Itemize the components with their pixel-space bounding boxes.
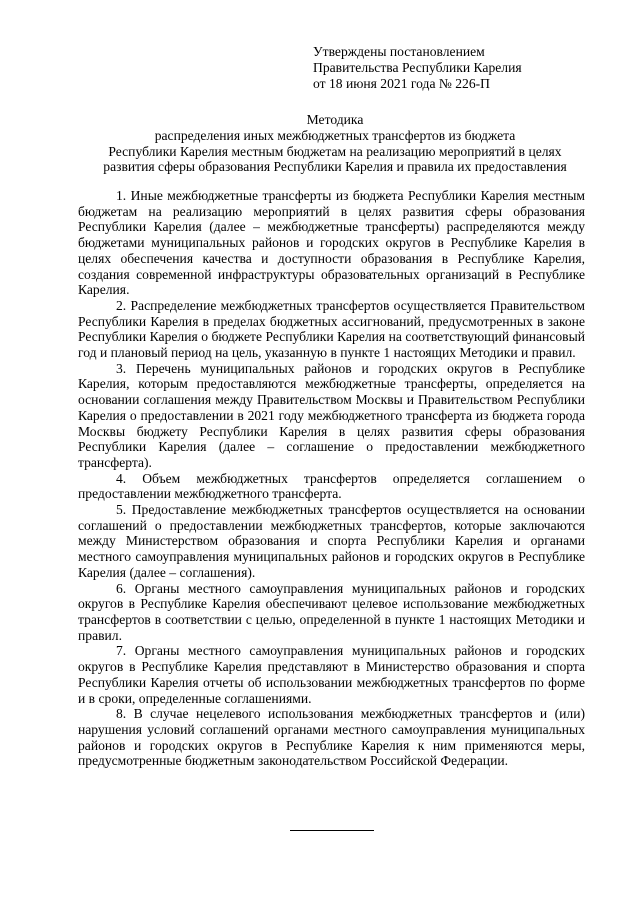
title-line: Республики Карелия местным бюджетам на реализацию мероприятий в целях	[108, 143, 562, 159]
approval-line: от 18 июня 2021 года № 226-П	[313, 76, 490, 91]
end-divider	[290, 830, 374, 831]
paragraph: 3. Перечень муниципальных районов и городских округов в Республике Карелия, которым предоставляются межбюджетные трансферты, определяется на основании соглашения между Правительством Москвы и Правительством Республики Карелия о предоставлении в 2021 году межбюджетного трансферта из бюджета города Москвы бюджету Республики Карелия в целях развития сферы образования Республики Карелия (далее – соглашение о предоставлении межбюджетного трансферта).	[78, 360, 585, 470]
approval-stamp	[313, 44, 613, 92]
paragraph: 8. В случае нецелевого использования межбюджетных трансфертов и (или) нарушения условий соглашений органами местного самоуправления муниципальных районов и городских округов в Республике Карелия к ним применяются меры, предусмотренные бюджетным законодательством Российской Федерации.	[78, 706, 585, 769]
paragraph: 5. Предоставление межбюджетных трансфертов осуществляется на основании соглашений о предоставлении межбюджетных трансфертов, которые заключаются между Министерством образования и спорта Республики Карелия и органами местного самоуправления муниципальных районов и городских округов в Республике Карелия (далее – соглашения).	[78, 502, 585, 580]
paragraph: 7. Органы местного самоуправления муниципальных районов и городских округов в Республике Карелия представляют в Министерство образования и спорта Республики Карелия отчеты об использовании межбюджетных трансфертов по форме и в сроки, определенные соглашениями.	[78, 643, 585, 706]
title-line: распределения иных межбюджетных трансфертов из бюджета	[154, 127, 516, 143]
title-line: развития сферы образования Республики Карелия и правила их предоставления	[103, 159, 567, 175]
approval-line: Утверждены постановлением	[313, 44, 485, 59]
document-body	[78, 188, 585, 769]
paragraph: 2. Распределение межбюджетных трансфертов осуществляется Правительством Республики Карелия в пределах бюджетных ассигнований, предусмотренных в законе Республики Карелия о бюджете Республики Карелия на соответствующий финансовый год и плановый период на цель, указанную в пункте 1 настоящих Методики и правил.	[78, 297, 585, 361]
paragraph: 1. Иные межбюджетные трансферты из бюджета Республики Карелия местным бюджетам на реализацию мероприятий в целях развития сферы образования Республики Карелия (далее – межбюджетные трансферты) распределяются между бюджетами муниципальных районов и городских округов в Республике Карелия в целях обеспечения качества и доступности образования в Республике Карелия, создания современной инфраструктуры образовательных организаций в Республике Карелия.	[78, 188, 585, 298]
paragraph: 4. Объем межбюджетных трансфертов определяется соглашением о предоставлении межбюджетного трансферта.	[78, 470, 585, 502]
approval-line: Правительства Республики Карелия	[313, 60, 522, 75]
title-line: Методика	[306, 112, 364, 127]
document-title	[70, 112, 600, 175]
paragraph: 6. Органы местного самоуправления муниципальных районов и городских округов в Республике Карелия обеспечивают целевое использование межбюджетных трансфертов в соответствии с целью, определенной в пункте 1 настоящих Методики и правил.	[78, 580, 585, 643]
